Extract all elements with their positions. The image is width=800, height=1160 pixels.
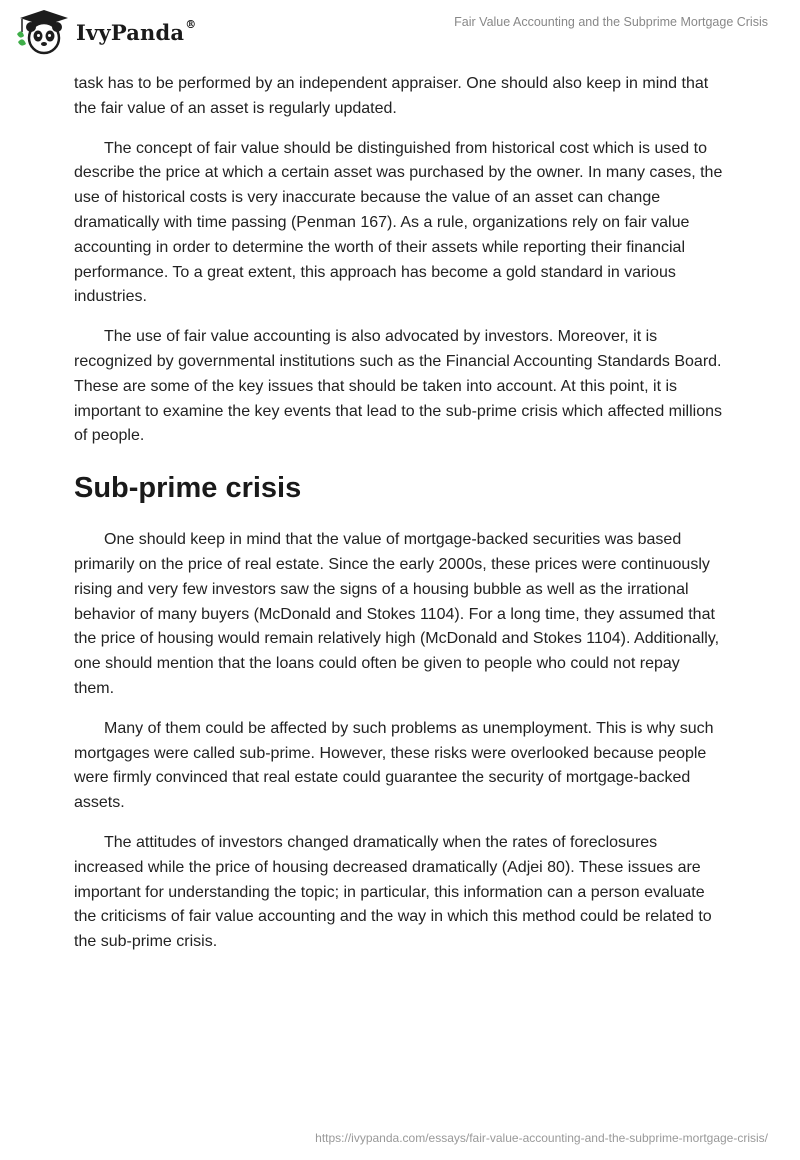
brand-name: IvyPanda® [76,17,197,45]
registered-mark: ® [185,17,197,31]
section-heading: Sub-prime crisis [74,472,302,505]
document-title: Fair Value Accounting and the Subprime Mortgage Crisis [454,15,768,29]
source-url[interactable]: https://ivypanda.com/essays/fair-value-accounting-and-the-subprime-mortgage-crisis/ [315,1131,768,1145]
paragraph: The concept of fair value should be distinguished from historical cost which is used to describe the price at which a certain asset was purchased by the owner. In many cases, the use of historical costs is very inaccurate because the value of an asset can change dramatically with time passing (Penman 167). As a rule, organizations rely on fair value accounting in order to determine the worth of their assets while reporting their financial performance. To a great extent, this approach has become a gold standard in various industries. [74,139,723,306]
panda-icon [14,8,70,56]
paragraph: One should keep in mind that the value of mortgage-backed securities was based primarily on the price of real estate. Since the early 2000s, these prices were continuously rising and very few investors saw the signs of a housing bubble as well as the irrational behavior of many buyers (McDonald and Stokes 1104). For a long time, they assumed that the price of housing would remain relatively high (McDonald and Stokes 1104). Additionally, one should mention that the loans could often be given to people who could not repay them. [74,531,720,697]
paragraph: The attitudes of investors changed dramatically when the rates of foreclosures increased while the price of housing decreased dramatically (Adjei 80). These issues are important for understanding the topic; in particular, this information can a person evaluate the criticisms of fair value accounting and the way in which this method could be related to the sub-prime crisis. [74,833,712,951]
paragraph: Many of them could be affected by such problems as unemployment. This is why such mortgages were called sub-prime. However, these risks were overlooked because people were firmly convinced that real estate could guarantee the security of mortgage-backed assets. [74,719,714,812]
essay-body [74,72,724,970]
paragraph: The use of fair value accounting is also advocated by investors. Moreover, it is recognized by governmental institutions such as the Financial Accounting Standards Board. These are some of the key issues that should be taken into account. At this point, it is important to examine the key events that lead to the sub-prime crisis which affected millions of people. [74,328,723,445]
page-header [0,0,800,70]
paragraph: task has to be performed by an independent appraiser. One should also keep in mind that the fair value of an asset is regularly updated. [74,75,709,117]
brand-logo[interactable] [14,8,196,56]
